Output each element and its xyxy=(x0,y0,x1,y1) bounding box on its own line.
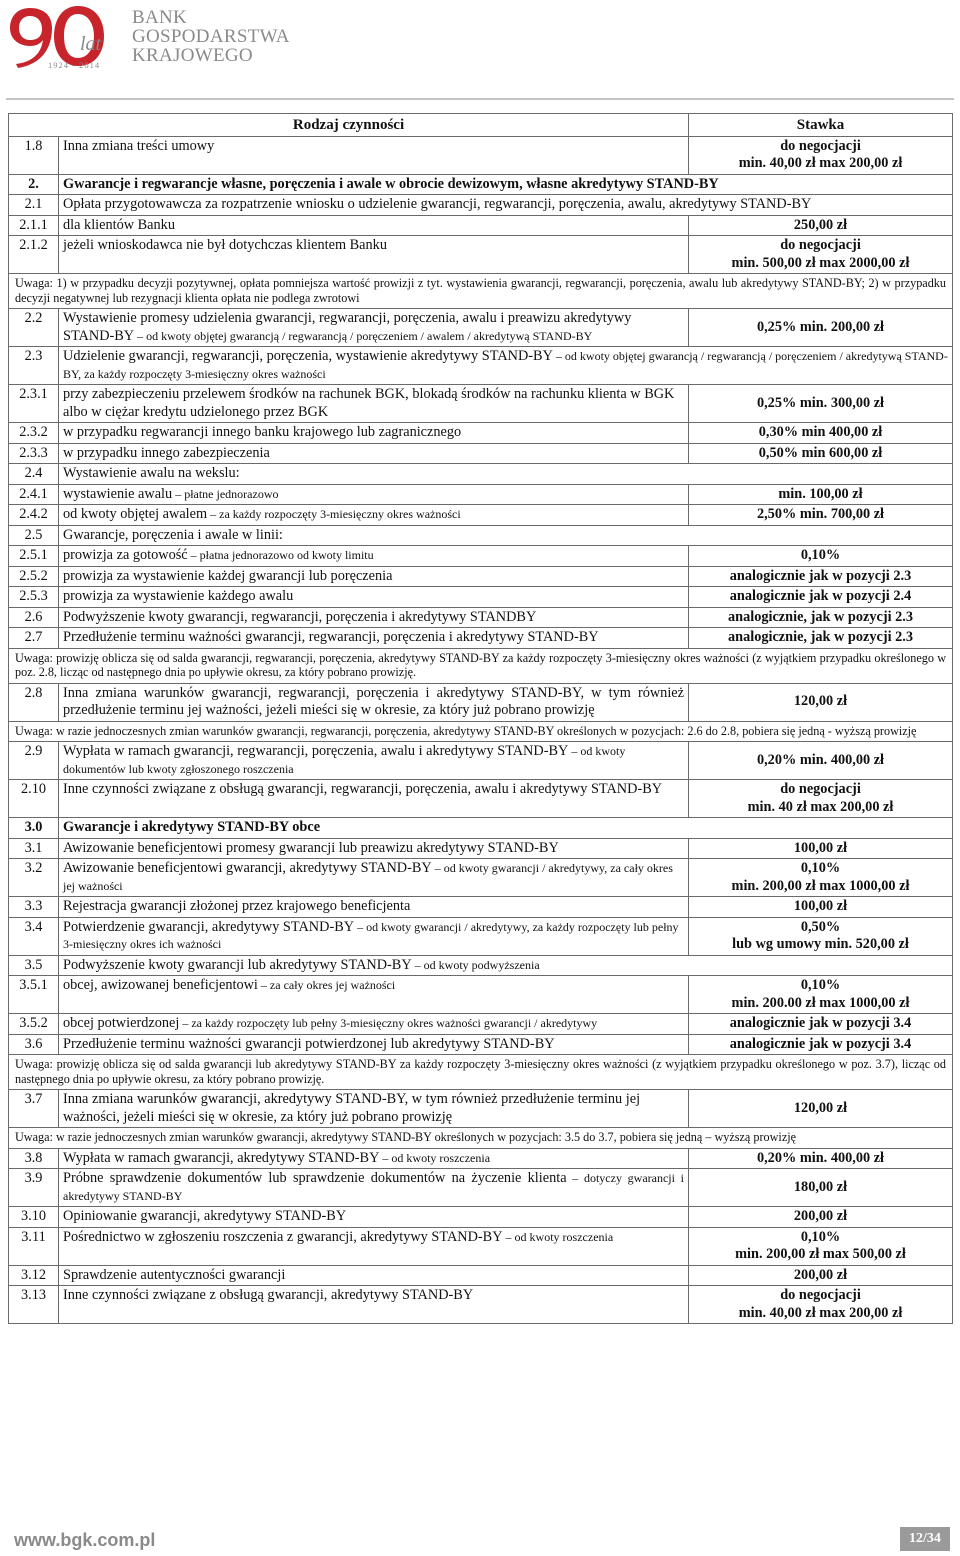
table-row xyxy=(9,566,953,587)
note-row xyxy=(9,1055,953,1090)
item-number: 2.3 xyxy=(9,347,59,385)
item-description xyxy=(59,443,689,464)
item-number: 2.2 xyxy=(9,309,59,347)
table-row xyxy=(9,215,953,236)
description-text: przy zabezpieczeniu przelewem środków na rachunek BGK, blokadą środków na rachunku klienta w BGK albo w ciężar kredytu udzielonego przez BGK xyxy=(63,386,675,420)
note-text: Uwaga: w razie jednoczesnych zmian warunków gwarancji, akredytywy STAND-BY określonych w pozycjach: 3.5 do 3.7, pobiera się jedną – wyższą prowizję xyxy=(9,1128,953,1149)
note-row xyxy=(9,648,953,683)
rate-line: 2,50% min. 700,00 zł xyxy=(756,506,885,522)
table-row xyxy=(9,1090,953,1128)
rate-line: 0,25% min. 300,00 zł xyxy=(756,394,885,411)
item-description xyxy=(59,897,689,918)
item-description xyxy=(59,587,689,608)
table-row xyxy=(9,136,953,174)
rate-line: min. 500,00 zł max 2000,00 zł xyxy=(731,254,910,271)
item-description xyxy=(59,195,953,216)
item-description xyxy=(59,546,689,567)
note-text: Uwaga: prowizję oblicza się od salda gwarancji lub akredytywy STAND-BY za każdy rozpoczęty 3-miesięczny okres ważności (z wyjątkiem przypadku określonego w poz. 3.7), licząc od następnego dnia po upływie okresu, za który pobrano prowizję. xyxy=(9,1055,953,1090)
page-header xyxy=(0,0,960,100)
item-description xyxy=(59,385,689,423)
item-rate xyxy=(689,1169,953,1207)
description-text: jeżeli wnioskodawca nie był dotychczas klientem Banku xyxy=(63,237,387,253)
item-description xyxy=(59,309,689,347)
bank-name xyxy=(132,8,290,65)
footer-url[interactable]: www.bgk.com.pl xyxy=(14,1530,156,1550)
description-text: Pośrednictwo w zgłoszeniu roszczenia z gwarancji, akredytywy STAND-BY xyxy=(63,1228,503,1245)
table-row xyxy=(9,464,953,485)
item-number: 2.4.2 xyxy=(9,505,59,526)
item-number: 3.5.1 xyxy=(9,976,59,1014)
description-text: Podwyższenie kwoty gwarancji, regwarancji, poręczenia i akredytywy STANDBY xyxy=(63,608,537,625)
item-rate xyxy=(689,566,953,587)
description-text: Wystawienie promesy udzielenia gwarancji, regwarancji, poręczenia, awalu i preawizu akredytywy STAND-BY xyxy=(63,310,632,344)
item-description xyxy=(59,1227,689,1265)
table-row xyxy=(9,347,953,385)
anniversary-90-logo xyxy=(8,2,108,70)
description-qualifier: – od kwoty objętej gwarancją / regwarancją / poręczeniem / akredytywą STAND-BY, za każdy rozpoczęty 3-miesięczny okres ważności xyxy=(63,349,948,381)
description-qualifier: – od kwoty roszczenia xyxy=(502,1229,614,1244)
item-rate xyxy=(689,1148,953,1169)
description-qualifier: – od kwoty podwyższenia xyxy=(411,957,540,972)
table-row xyxy=(9,174,953,195)
item-rate xyxy=(689,1034,953,1055)
item-rate xyxy=(689,1207,953,1228)
table-row xyxy=(9,546,953,567)
bank-name-line: GOSPODARSTWA xyxy=(132,26,290,47)
rate-line: 0,25% min. 200,00 zł xyxy=(756,318,885,335)
rate-line: 0,30% min 400,00 zł xyxy=(758,424,883,440)
description-text: Udzielenie gwarancji, regwarancji, poręczenia, wystawienie akredytywy STAND-BY xyxy=(63,348,553,364)
item-description xyxy=(59,1286,689,1324)
description-text: Wypłata w ramach gwarancji, regwarancji, poręczenia, awalu i akredytywy STAND-BY xyxy=(63,743,569,759)
description-text: Gwarancje i akredytywy STAND-BY obce xyxy=(63,819,321,835)
page-number: 12/34 xyxy=(900,1527,950,1551)
item-description xyxy=(59,607,689,628)
item-description xyxy=(59,215,689,236)
item-description xyxy=(59,174,953,195)
description-qualifier: – płatna jednorazowo od kwoty limitu xyxy=(187,548,374,562)
description-qualifier: – od kwoty objętej gwarancją / regwarancją / poręczeniem / awalem / akredytywą STAND-BY xyxy=(134,328,593,343)
description-qualifier: – od kwoty dokumentów lub kwoty zgłoszonego roszczenia xyxy=(63,744,626,776)
table-row xyxy=(9,587,953,608)
item-rate xyxy=(689,385,953,423)
rate-line: analogicznie jak w pozycji 3.4 xyxy=(729,1015,912,1031)
table-row xyxy=(9,1014,953,1035)
rate-line: 0,10% xyxy=(800,977,841,993)
item-rate xyxy=(689,1265,953,1286)
table-row xyxy=(9,525,953,546)
table-row xyxy=(9,443,953,464)
description-text: wystawienie awalu xyxy=(63,485,173,502)
rate-line: min. 40 zł max 200,00 zł xyxy=(747,798,894,815)
table-row xyxy=(9,838,953,859)
item-rate xyxy=(689,1227,953,1265)
description-text: Inne czynności związane z obsługą gwarancji, akredytywy STAND-BY xyxy=(63,1287,474,1303)
description-text: Opłata przygotowawcza za rozpatrzenie wniosku o udzielenie gwarancji, regwarancji, poręczenia, awalu, akredytywy STAND-BY xyxy=(63,196,812,212)
item-rate xyxy=(689,215,953,236)
rate-line: 200,00 zł xyxy=(793,1208,848,1224)
svg-text:1924 - 2014: 1924 - 2014 xyxy=(48,60,101,70)
item-number: 3.6 xyxy=(9,1034,59,1055)
item-number: 2.3.2 xyxy=(9,423,59,444)
item-rate xyxy=(689,628,953,649)
description-text: Potwierdzenie gwarancji, akredytywy STAND-BY xyxy=(63,918,355,935)
item-rate xyxy=(689,309,953,347)
table-row xyxy=(9,628,953,649)
rate-line: analogicznie, jak w pozycji 2.3 xyxy=(727,608,914,625)
item-rate xyxy=(689,546,953,567)
table-row xyxy=(9,484,953,505)
item-description xyxy=(59,566,689,587)
item-number: 3.11 xyxy=(9,1227,59,1265)
table-header-row xyxy=(9,114,953,137)
description-text: Wypłata w ramach gwarancji, akredytywy STAND-BY xyxy=(63,1149,380,1166)
item-number: 1.8 xyxy=(9,136,59,174)
item-description xyxy=(59,1265,689,1286)
note-text: Uwaga: prowizję oblicza się od salda gwarancji, regwarancji, poręczenia, akredytywy STAND-BY za każdy rozpoczęty 3-miesięczny okres ważności (z wyjątkiem przypadku określonego w poz. 2.8, licząc od następnego dnia po upływie okresu, za który pobrano prowizję. xyxy=(9,648,953,683)
table-row xyxy=(9,1227,953,1265)
description-text: Opiniowanie gwarancji, akredytywy STAND-BY xyxy=(63,1208,347,1224)
table-row xyxy=(9,1265,953,1286)
rate-line: lub wg umowy min. 520,00 zł xyxy=(732,936,909,952)
rate-line: analogicznie jak w pozycji 3.4 xyxy=(729,1035,912,1052)
rate-line: analogicznie jak w pozycji 2.3 xyxy=(729,567,912,584)
item-rate xyxy=(689,917,953,955)
bank-name-line: BANK xyxy=(132,7,188,28)
item-number: 3.12 xyxy=(9,1265,59,1286)
description-text: Gwarancje, poręczenia i awale w linii: xyxy=(63,526,283,543)
item-description xyxy=(59,917,689,955)
description-text: obcej potwierdzonej xyxy=(63,1015,180,1031)
item-number: 3.8 xyxy=(9,1148,59,1169)
rate-line: 0,20% min. 400,00 zł xyxy=(756,751,885,768)
item-description xyxy=(59,838,689,859)
rate-line: do negocjacji xyxy=(780,1287,861,1303)
item-description xyxy=(59,976,689,1014)
rate-line: min. 40,00 zł max 200,00 zł xyxy=(738,155,903,171)
rate-line: analogicznie, jak w pozycji 2.3 xyxy=(727,629,914,645)
description-text: Inna zmiana treści umowy xyxy=(63,137,215,154)
item-number: 3.7 xyxy=(9,1090,59,1128)
item-rate xyxy=(689,683,953,721)
description-text: Podwyższenie kwoty gwarancji lub akredytywy STAND-BY xyxy=(63,956,412,973)
rate-line: min. 200,00 zł max 500,00 zł xyxy=(735,1246,906,1262)
description-text: dla klientów Banku xyxy=(63,216,175,233)
item-rate xyxy=(689,780,953,818)
description-text: Gwarancje i regwarancje własne, poręczenia i awale w obrocie dewizowym, własne akredytywy STAND-BY xyxy=(63,175,719,192)
table-row xyxy=(9,309,953,347)
item-description xyxy=(59,464,953,485)
item-number: 2.1.1 xyxy=(9,215,59,236)
item-number: 2. xyxy=(9,174,59,195)
item-number: 2.1.2 xyxy=(9,236,59,274)
table-row xyxy=(9,236,953,274)
item-description xyxy=(59,236,689,274)
description-text: w przypadku regwarancji innego banku krajowego lub zagranicznego xyxy=(63,424,462,440)
fee-table xyxy=(8,113,953,1324)
description-text: obcej, awizowanej beneficjentowi xyxy=(63,977,258,993)
bank-name-line: KRAJOWEGO xyxy=(132,45,253,66)
table-row xyxy=(9,1034,953,1055)
item-number: 3.9 xyxy=(9,1169,59,1207)
rate-line: analogicznie jak w pozycji 2.4 xyxy=(729,588,912,604)
table-row xyxy=(9,818,953,839)
description-text: Inna zmiana warunków gwarancji, akredytywy STAND-BY, w tym również przedłużenie terminu jej ważności, jeżeli mieści się w okresie, za który już pobrano prowizję xyxy=(63,1091,641,1125)
rate-line: 120,00 zł xyxy=(793,693,848,710)
rate-line: do negocjacji xyxy=(780,237,861,253)
item-description xyxy=(59,136,689,174)
table-row xyxy=(9,1148,953,1169)
table-row xyxy=(9,505,953,526)
item-description xyxy=(59,742,689,780)
item-number: 2.4.1 xyxy=(9,484,59,505)
table-row xyxy=(9,1286,953,1324)
rate-line: min. 100,00 zł xyxy=(778,485,863,502)
item-rate xyxy=(689,838,953,859)
table-row xyxy=(9,195,953,216)
item-rate xyxy=(689,423,953,444)
table-row xyxy=(9,917,953,955)
item-number: 2.3.3 xyxy=(9,443,59,464)
description-qualifier: – za każdy rozpoczęty 3-miesięczny okres ważności xyxy=(207,507,461,521)
table-row xyxy=(9,1207,953,1228)
item-rate xyxy=(689,607,953,628)
item-rate xyxy=(689,897,953,918)
rate-line: 250,00 zł xyxy=(793,216,848,233)
table-row xyxy=(9,683,953,721)
item-number: 3.2 xyxy=(9,859,59,897)
description-text: Wystawienie awalu na wekslu: xyxy=(63,465,240,481)
item-description xyxy=(59,780,689,818)
rate-line: do negocjacji xyxy=(780,137,861,154)
description-text: Inna zmiana warunków gwarancji, regwarancji, poręczenia i akredytywy STAND-BY, w tym również przedłużenie terminu jej ważności, jeżeli mieści się w okresie, za który już pobrano prowizję xyxy=(63,684,684,718)
rate-line: do negocjacji xyxy=(780,781,861,797)
item-number: 2.5.1 xyxy=(9,546,59,567)
item-description xyxy=(59,423,689,444)
rate-line: 0,50% min 600,00 zł xyxy=(758,444,883,461)
table-row xyxy=(9,385,953,423)
rate-line: 0,10% xyxy=(800,547,841,563)
rate-line: min. 200.00 zł max 1000,00 zł xyxy=(731,994,910,1011)
description-qualifier: – dotyczy gwarancji i akredytywy STAND-BY xyxy=(63,1171,684,1203)
note-row xyxy=(9,1128,953,1149)
item-number: 2.1 xyxy=(9,195,59,216)
note-row xyxy=(9,721,953,742)
item-description xyxy=(59,859,689,897)
rate-line: 0,50% xyxy=(800,918,841,935)
description-text: prowizja za wystawienie każdego awalu xyxy=(63,588,294,604)
item-rate xyxy=(689,484,953,505)
item-number: 2.3.1 xyxy=(9,385,59,423)
item-number: 3.13 xyxy=(9,1286,59,1324)
item-number: 3.1 xyxy=(9,838,59,859)
table-row xyxy=(9,423,953,444)
item-rate xyxy=(689,443,953,464)
item-description xyxy=(59,1034,689,1055)
item-description xyxy=(59,525,953,546)
description-text: Przedłużenie terminu ważności gwarancji, regwarancji, poręczenia i akredytywy STAND-BY xyxy=(63,629,599,645)
header-divider xyxy=(6,98,954,100)
rate-line: 0,20% min. 400,00 zł xyxy=(756,1149,885,1166)
item-description xyxy=(59,505,689,526)
description-text: Rejestracja gwarancji złożonej przez krajowego beneficjenta xyxy=(63,898,411,914)
table-row xyxy=(9,780,953,818)
item-description xyxy=(59,1169,689,1207)
item-rate xyxy=(689,742,953,780)
item-description xyxy=(59,1148,689,1169)
item-rate xyxy=(689,1286,953,1324)
item-description xyxy=(59,818,953,839)
item-description xyxy=(59,484,689,505)
description-text: Sprawdzenie autentyczności gwarancji xyxy=(63,1266,286,1283)
item-number: 2.9 xyxy=(9,742,59,780)
item-number: 2.7 xyxy=(9,628,59,649)
item-rate xyxy=(689,976,953,1014)
item-number: 3.4 xyxy=(9,917,59,955)
description-qualifier: – płatne jednorazowo xyxy=(172,486,279,501)
item-number: 2.6 xyxy=(9,607,59,628)
item-description xyxy=(59,683,689,721)
table-row xyxy=(9,1169,953,1207)
table-row xyxy=(9,955,953,976)
table-row xyxy=(9,742,953,780)
item-number: 3.3 xyxy=(9,897,59,918)
item-rate xyxy=(689,1014,953,1035)
description-qualifier: – za cały okres jej ważności xyxy=(257,978,396,992)
item-rate xyxy=(689,136,953,174)
description-text: prowizja za wystawienie każdej gwarancji lub poręczenia xyxy=(63,567,393,584)
column-header-type: Rodzaj czynności xyxy=(9,114,689,137)
note-text: Uwaga: w razie jednoczesnych zmian warunków gwarancji, regwarancji, poręczenia, akredytywy STAND-BY określonych w pozycjach: 2.6 do 2.8, pobiera się jedną - wyższą prowizję xyxy=(9,721,953,742)
item-number: 3.5 xyxy=(9,955,59,976)
description-qualifier: – od kwoty roszczenia xyxy=(379,1150,491,1165)
description-text: prowizja za gotowość xyxy=(63,547,188,563)
table-row xyxy=(9,976,953,1014)
description-qualifier: – za każdy rozpoczęty lub pełny 3-miesięczny okres ważności gwarancji / akredytywy xyxy=(179,1016,598,1030)
item-rate xyxy=(689,587,953,608)
item-rate xyxy=(689,505,953,526)
item-number: 2.10 xyxy=(9,780,59,818)
item-description xyxy=(59,1207,689,1228)
item-rate xyxy=(689,1090,953,1128)
table-row xyxy=(9,897,953,918)
rate-line: 180,00 zł xyxy=(793,1178,848,1195)
rate-line: 0,10% xyxy=(800,860,841,876)
item-number: 2.4 xyxy=(9,464,59,485)
note-row xyxy=(9,274,953,309)
item-description xyxy=(59,628,689,649)
item-description xyxy=(59,1014,689,1035)
item-number: 3.5.2 xyxy=(9,1014,59,1035)
description-text: w przypadku innego zabezpieczenia xyxy=(63,444,270,461)
description-text: Przedłużenie terminu ważności gwarancji potwierdzonej lub akredytywy STAND-BY xyxy=(63,1035,555,1052)
table-row xyxy=(9,859,953,897)
item-number: 2.5 xyxy=(9,525,59,546)
item-number: 3.0 xyxy=(9,818,59,839)
item-number: 2.8 xyxy=(9,683,59,721)
rate-line: 100,00 zł xyxy=(793,898,848,914)
note-text: Uwaga: 1) w przypadku decyzji pozytywnej, opłata pomniejsza wartość prowizji z tyt. wystawienia gwarancji, regwarancji, poręczenia, awalu lub akredytywy STAND-BY; 2) w przypadku decyzji negatywnej lub rezygnacji klienta opłata nie podlega zwrotowi xyxy=(9,274,953,309)
item-rate xyxy=(689,859,953,897)
item-description xyxy=(59,955,953,976)
column-header-rate: Stawka xyxy=(689,114,953,137)
rate-line: 0,10% xyxy=(800,1228,841,1245)
table-row xyxy=(9,607,953,628)
description-qualifier: – od kwoty gwarancji / akredytywy, za cały okres jej ważności xyxy=(63,861,673,893)
description-text: Awizowanie beneficjentowi gwarancji, akredytywy STAND-BY xyxy=(63,860,432,876)
item-description xyxy=(59,347,953,385)
svg-text:lat: lat xyxy=(80,33,102,55)
item-description xyxy=(59,1090,689,1128)
rate-line: 200,00 zł xyxy=(793,1266,848,1283)
item-number: 3.10 xyxy=(9,1207,59,1228)
description-qualifier: – od kwoty gwarancji / akredytywy, za każdy rozpoczęty lub pełny 3-miesięczny okres ich ważności xyxy=(63,919,679,951)
item-number: 2.5.3 xyxy=(9,587,59,608)
description-text: Inne czynności związane z obsługą gwarancji, regwarancji, poręczenia, awalu i akredytywy STAND-BY xyxy=(63,781,663,797)
description-text: od kwoty objętej awalem xyxy=(63,506,208,522)
description-text: Awizowanie beneficjentowi promesy gwarancji lub preawizu akredytywy STAND-BY xyxy=(63,839,559,856)
description-text: Próbne sprawdzenie dokumentów lub sprawdzenie dokumentów na życzenie klienta xyxy=(63,1170,567,1186)
rate-line: min. 200,00 zł max 1000,00 zł xyxy=(731,877,910,894)
item-number: 2.5.2 xyxy=(9,566,59,587)
rate-line: 120,00 zł xyxy=(793,1099,848,1116)
rate-line: min. 40,00 zł max 200,00 zł xyxy=(738,1304,903,1321)
rate-line: 100,00 zł xyxy=(793,839,848,856)
item-rate xyxy=(689,236,953,274)
